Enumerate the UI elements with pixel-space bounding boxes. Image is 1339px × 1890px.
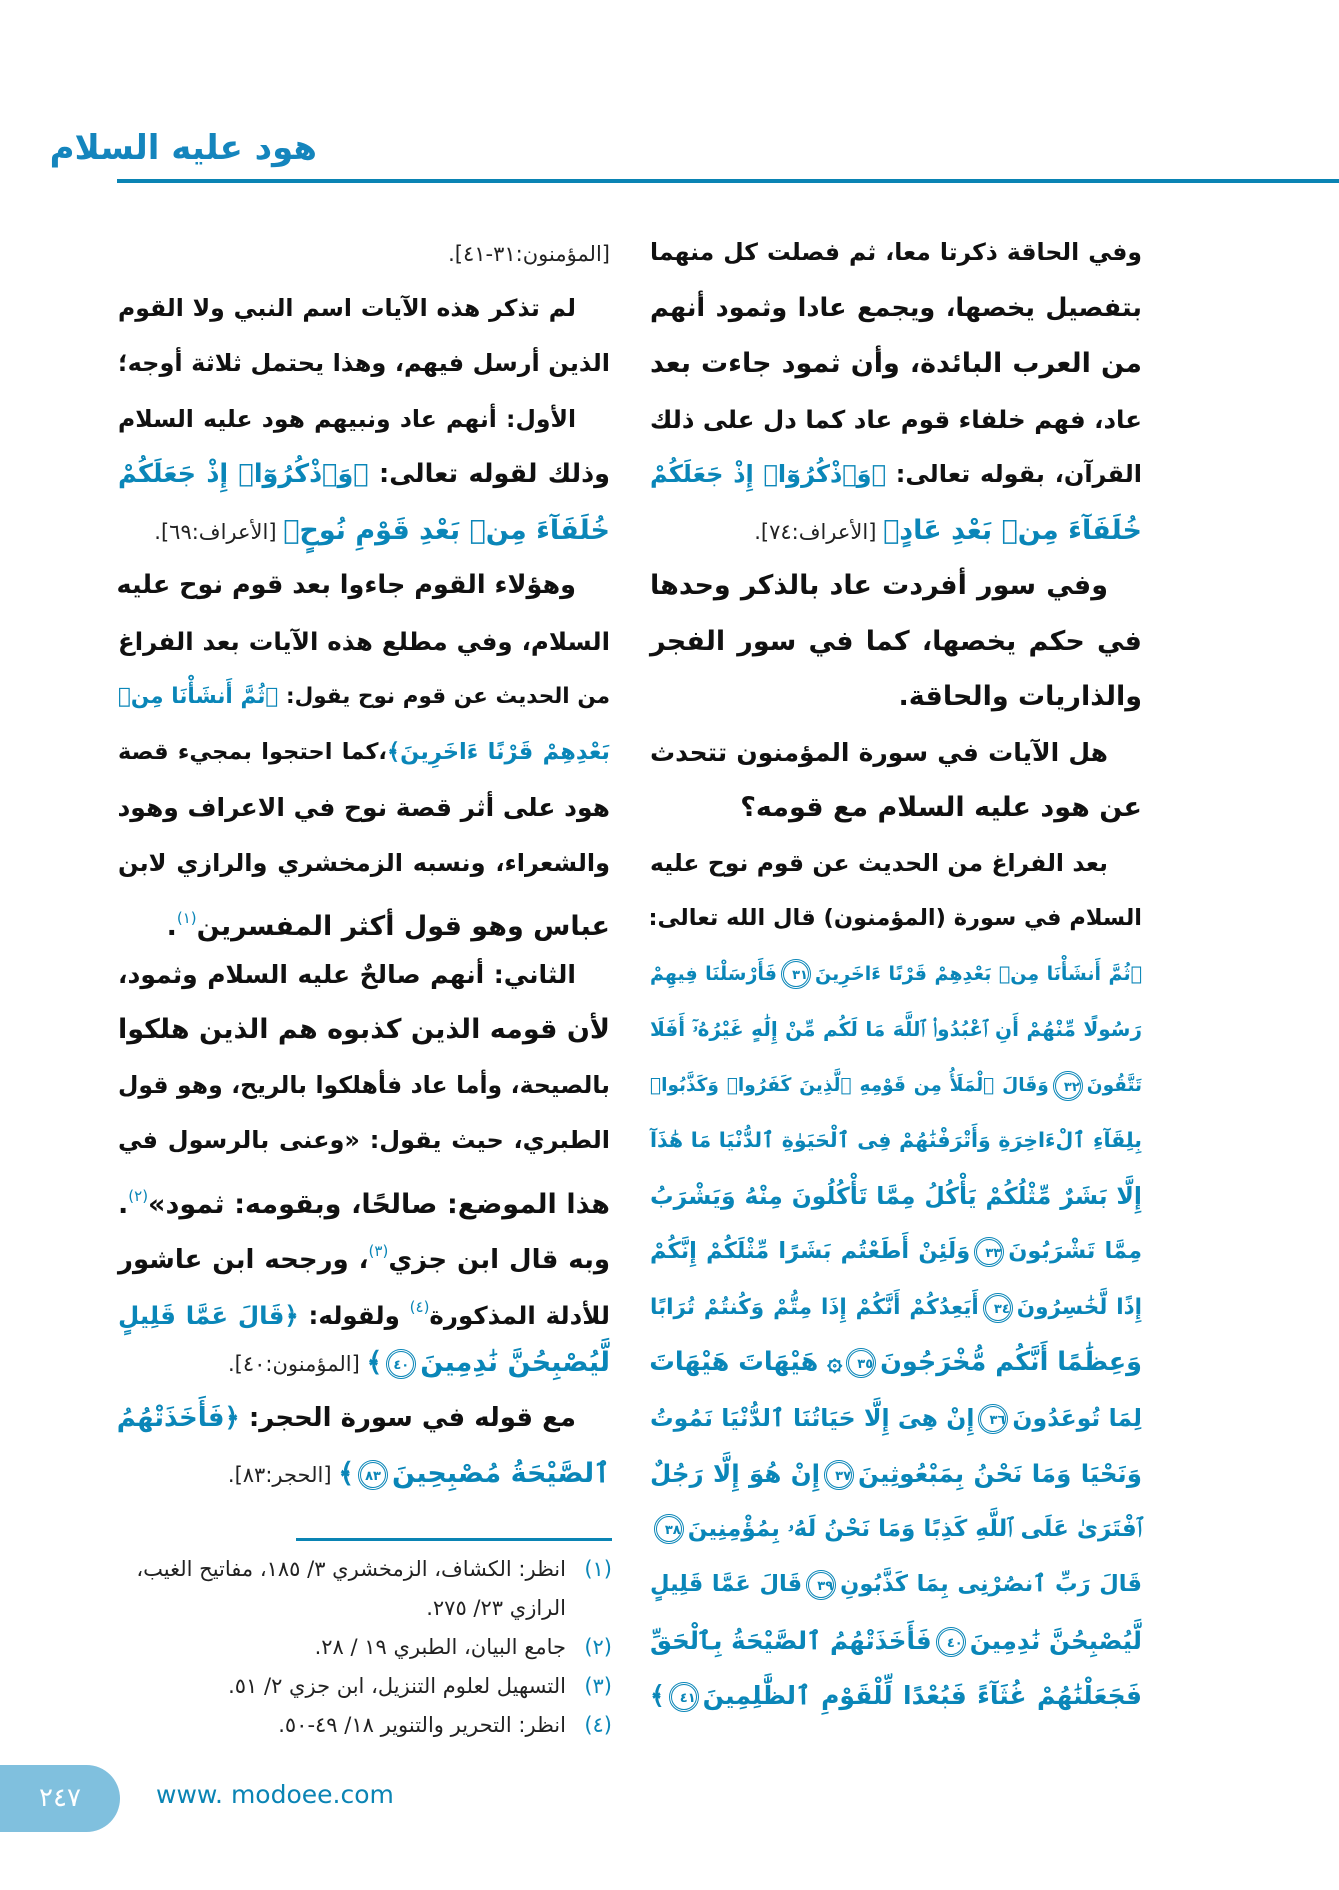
text-line [650, 1335, 1142, 1391]
body-text: القرآن، بقوله تعالى: [886, 460, 1142, 488]
footnote-number: (١) [584, 1557, 612, 1581]
body-text: والذاريات والحاقة. [898, 681, 1142, 712]
text-line [650, 1502, 1142, 1558]
body-text: وفي الحاقة ذكرتا معا، ثم فصلت كل منهما [650, 238, 1142, 266]
ayah-number-marker: ٣١ [781, 959, 811, 989]
body-text: عن هود عليه السلام مع قومه؟ [740, 792, 1142, 823]
footnote-item [118, 1667, 612, 1706]
text-line [118, 281, 610, 337]
body-text: . [118, 1188, 129, 1220]
text-line [118, 1446, 610, 1502]
quran-verse: ﴿ثُمَّ أَنشَأْنَا مِنۢ [118, 684, 279, 709]
footnote-text: انظر: التحرير والتنوير ١٨/ ٤٩-٥٠. [278, 1713, 566, 1737]
text-line [650, 780, 1142, 836]
text-line [118, 1169, 610, 1225]
quran-verse: أَيَعِدُكُمْ أَنَّكُمْ إِذَا مِتُّمْ وَكُنتُمْ تُرَابًا [650, 1294, 979, 1320]
text-line [650, 1613, 1142, 1669]
quran-verse: وَقَالَ ٱلْمَلَأُ مِن قَوْمِهِ ٱلَّذِينَ كَفَرُوا۟ وَكَذَّبُوا۟ [650, 1074, 1049, 1096]
quran-verse: مِمَّا تَشْرَبُونَ [1008, 1238, 1142, 1264]
chapter-title: هود عليه السلام [49, 128, 317, 168]
text-line [650, 1280, 1142, 1336]
body-text: وبه قال ابن جزي [388, 1245, 610, 1275]
body-text: هل الآيات في سورة المؤمنون تتحدث [650, 737, 1108, 767]
text-line [650, 836, 1142, 892]
text-line [118, 392, 610, 448]
text-line [650, 1557, 1142, 1613]
left-text-column [118, 225, 610, 1502]
right-text-column [650, 225, 1142, 1724]
footnote-marker[interactable]: (٢) [128, 1186, 149, 1205]
quran-verse: إِنْ هِىَ إِلَّا حَيَاتُنَا ٱلدُّنْيَا نَمُوتُ [650, 1403, 975, 1432]
quran-verse: ﴿فَأَخَذَتْهُمُ [116, 1402, 240, 1433]
quran-verse: ﴾ [650, 1681, 665, 1710]
footnote-marker[interactable]: (٣) [368, 1242, 389, 1260]
quran-verse: بَعْدِهِمْ قَرْنًا ءَاخَرِينَ﴾ [386, 738, 610, 765]
text-line [650, 392, 1142, 448]
body-text: وفي سور أفردت عاد بالذكر وحدها [650, 570, 1108, 601]
text-line [118, 891, 610, 947]
quran-verse: بِلِقَآءِ ٱلْءَاخِرَةِ وَأَتْرَفْنَٰهُمْ فِى ٱلْحَيَوٰةِ ٱلدُّنْيَا مَا هَٰذَآ [650, 1128, 1142, 1152]
body-text: الذين أرسل فيهم، وهذا يحتمل ثلاثة أوجه؛ [118, 349, 610, 377]
footnotes [118, 1550, 612, 1745]
body-text: ، ورجحه ابن عاشور [118, 1245, 369, 1275]
quran-verse: ﴾ [338, 1458, 355, 1489]
quran-verse: لَّيُصْبِحُنَّ نَٰدِمِينَ [420, 1347, 610, 1378]
text-line [650, 1224, 1142, 1280]
footnote-number: (٢) [584, 1635, 612, 1659]
quran-verse: ﴿ثُمَّ أَنشَأْنَا مِنۢ بَعْدِهِمْ قَرْنًا ءَاخَرِينَ [814, 962, 1142, 985]
text-line [118, 1224, 610, 1280]
ayah-number-marker: ٨٣ [358, 1460, 388, 1490]
text-line [118, 614, 610, 670]
body-text: بعد الفراغ من الحديث عن قوم نوح عليه [650, 848, 1108, 877]
verse-reference: [الحجر:٨٣]. [227, 1463, 339, 1487]
ayah-number-marker: ٣٣ [974, 1237, 1004, 1267]
ayah-number-marker: ٣٧ [824, 1460, 854, 1490]
text-line [650, 1668, 1142, 1724]
ayah-number-marker: ٤٠ [936, 1627, 966, 1657]
quran-verse: إِنْ هُوَ إِلَّا رَجُلٌ [650, 1459, 821, 1488]
quran-verse: ۞ هَيْهَاتَ هَيْهَاتَ [649, 1347, 843, 1377]
body-text: في حكم يخصها، كما في سور الفجر [650, 625, 1142, 657]
footnote-text: جامع البيان، الطبري ١٩ / ٢٨. [314, 1635, 566, 1659]
text-line [650, 1058, 1142, 1114]
text-line [650, 336, 1142, 392]
body-text: للأدلة المذكورة [429, 1300, 611, 1330]
ayah-number-marker: ٣٤ [983, 1293, 1013, 1323]
footnote-number: (٤) [584, 1713, 612, 1737]
quran-verse: رَسُولًا مِّنْهُمْ أَنِ ٱعْبُدُوا۟ ٱللَّهَ مَا لَكُم مِّنْ إِلَٰهٍ غَيْرُهُۥٓ أَفَلَا [650, 1017, 1142, 1041]
text-line [118, 669, 610, 725]
quran-verse: فَأَرْسَلْنَا فِيهِمْ [650, 962, 777, 985]
text-line [118, 1280, 610, 1336]
text-line [118, 503, 610, 559]
body-text: بالصيحة، وأما عاد فأهلكوا بالريح، وهو قول [118, 1070, 610, 1099]
text-line [118, 836, 610, 892]
text-line [650, 947, 1142, 1003]
page-number: ٢٤٧ [0, 1765, 120, 1832]
body-text: هود على أثر قصة نوح في الاعراف وهود [117, 793, 610, 822]
body-text: الطبري، حيث يقول: «وعنى بالرسول في [118, 1126, 610, 1154]
quran-verse: قَالَ رَبِّ ٱنصُرْنِى بِمَا كَذَّبُونِ [840, 1571, 1142, 1597]
footnote-divider [296, 1538, 612, 1541]
text-line [650, 1169, 1142, 1225]
body-text: عاد، فهم خلفاء قوم عاد كما دل على ذلك [649, 404, 1142, 434]
body-text: السلام، وفي مطلع هذه الآيات بعد الفراغ [118, 626, 610, 656]
text-line [118, 1391, 610, 1447]
ayah-number-marker: ٤٠ [386, 1349, 416, 1379]
body-text: من العرب البائدة، وأن ثمود جاءت بعد [650, 348, 1142, 379]
body-text: لأن قومه الذين كذبوه هم الذين هلكوا [118, 1014, 610, 1045]
body-text: وذلك لقوله تعالى: [368, 459, 611, 489]
text-line [118, 1058, 610, 1114]
text-line [118, 558, 610, 614]
quran-verse: قَالَ عَمَّا قَلِيلٍ [650, 1571, 803, 1597]
text-line [650, 725, 1142, 781]
footnote-marker[interactable]: (١) [176, 909, 197, 927]
body-text: لم تذكر هذه الآيات اسم النبي ولا القوم [118, 293, 576, 322]
ayah-number-marker: ٤١ [669, 1682, 699, 1712]
text-line [650, 891, 1142, 947]
quran-verse: تَتَّقُونَ [1086, 1074, 1142, 1096]
quran-verse: لِمَا تُوعَدُونَ [1012, 1403, 1143, 1432]
quran-verse: خُلَفَآءَ مِنۢ بَعْدِ عَادٍ﴾ [883, 514, 1142, 546]
quran-verse: إِذًا لَّخَٰسِرُونَ [1016, 1294, 1142, 1320]
text-line [650, 669, 1142, 725]
text-line [650, 503, 1142, 559]
footnote-item [118, 1706, 612, 1745]
ayah-number-marker: ٣٩ [806, 1570, 836, 1600]
text-line [650, 614, 1142, 670]
footnote-text: التسهيل لعلوم التنزيل، ابن جزي ٢/ ٥١. [228, 1674, 566, 1698]
text-line [118, 780, 610, 836]
footnote-number: (٣) [584, 1674, 612, 1698]
footnote-marker[interactable]: (٤) [409, 1297, 430, 1316]
verse-reference: [المؤمنون:٤٠]. [227, 1352, 367, 1376]
text-line [650, 1002, 1142, 1058]
quran-verse: فَأَخَذَتْهُمُ ٱلصَّيْحَةُ بِٱلْحَقِّ [650, 1625, 932, 1655]
text-line [650, 225, 1142, 281]
text-line [650, 447, 1142, 503]
body-text: السلام في سورة (المؤمنون) قال الله تعالى: [648, 905, 1142, 931]
quran-verse: لَّيُصْبِحُنَّ نَٰدِمِينَ [969, 1625, 1142, 1655]
body-text: من الحديث عن قوم نوح يقول: [278, 684, 611, 709]
text-line [118, 225, 610, 281]
quran-verse: ﴿وَٱذْكُرُوٓا۟ إِذْ جَعَلَكُمْ [650, 460, 887, 488]
body-text: الأول: أنهم عاد ونبيهم هود عليه السلام [118, 404, 576, 433]
body-text: الثاني: أنهم صالحٌ عليه السلام وثمود، [118, 959, 576, 989]
quran-verse: ٱفْتَرَىٰ عَلَى ٱللَّهِ كَذِبًا وَمَا نَحْنُ لَهُۥ بِمُؤْمِنِينَ [687, 1515, 1142, 1542]
quran-verse: خُلَفَآءَ مِنۢ بَعْدِ قَوْمِ نُوحٍ﴾ [283, 514, 610, 546]
text-line [118, 336, 610, 392]
ayah-number-marker: ٣٨ [654, 1514, 684, 1544]
quran-verse: وَنَحْيَا وَمَا نَحْنُ بِمَبْعُوثِينَ [858, 1459, 1142, 1488]
text-line [118, 1002, 610, 1058]
quran-verse: وَلَئِنْ أَطَعْتُم بَشَرًا مِّثْلَكُمْ إِنَّكُمْ [650, 1238, 971, 1264]
body-text: بتفصيل يخصها، ويجمع عادا وثمود أنهم [650, 292, 1142, 323]
text-line [118, 1335, 610, 1391]
body-text: عباس وهو قول أكثر المفسرين [196, 911, 610, 942]
body-text: مع قوله في سورة الحجر: [239, 1402, 576, 1433]
quran-verse: ٱلصَّيْحَةُ مُصْبِحِينَ [392, 1458, 610, 1489]
header-divider [117, 179, 1339, 183]
text-line [118, 725, 610, 781]
quran-verse: ﴿قَالَ عَمَّا قَلِيلٍ [118, 1300, 299, 1330]
text-line [118, 447, 610, 503]
verse-reference: [المؤمنون:٣١-٤١]. [448, 242, 610, 266]
text-line [650, 558, 1142, 614]
footnote-item [118, 1550, 612, 1628]
text-line [650, 1446, 1142, 1502]
footnote-item [118, 1628, 612, 1667]
website-link[interactable]: www. modoee.com [156, 1780, 394, 1809]
text-line [650, 1391, 1142, 1447]
quran-verse: إِلَّا بَشَرٌ مِّثْلُكُمْ يَأْكُلُ مِمَّا تَأْكُلُونَ مِنْهُ وَيَشْرَبُ [650, 1181, 1142, 1210]
quran-verse: ﴿وَٱذْكُرُوٓا۟ إِذْ جَعَلَكُمْ [118, 459, 369, 489]
body-text: . [166, 911, 177, 942]
ayah-number-marker: ٣٦ [978, 1404, 1008, 1434]
body-text: ،كما احتجوا بمجيء قصة [118, 738, 387, 765]
body-text: هذا الموضع: صالحًا، وبقومه: ثمود» [148, 1188, 610, 1220]
text-line [650, 1113, 1142, 1169]
body-text: ولقوله: [298, 1300, 410, 1330]
ayah-number-marker: ٣٥ [846, 1348, 876, 1378]
text-line [118, 947, 610, 1003]
text-line [118, 1113, 610, 1169]
quran-verse: ﴾ [366, 1347, 383, 1378]
quran-verse: فَجَعَلْنَٰهُمْ غُثَآءً فَبُعْدًا لِّلْقَوْمِ ٱلظَّٰلِمِينَ [702, 1681, 1142, 1710]
text-line [650, 281, 1142, 337]
body-text: والشعراء، ونسبه الزمخشري والرازي لابن [118, 848, 610, 877]
footnote-text: انظر: الكشاف، الزمخشري ٣/ ١٨٥، مفاتيح الغيب، الرازي ٢٣/ ٢٧٥. [136, 1557, 566, 1620]
ayah-number-marker: ٣٢ [1053, 1071, 1083, 1101]
verse-reference: [الأعراف:٧٤]. [754, 519, 884, 544]
quran-verse: وَعِظَٰمًا أَنَّكُم مُّخْرَجُونَ [880, 1347, 1142, 1377]
verse-reference: [الأعراف:٦٩]. [154, 519, 284, 544]
body-text: وهؤلاء القوم جاءوا بعد قوم نوح عليه [116, 570, 576, 600]
